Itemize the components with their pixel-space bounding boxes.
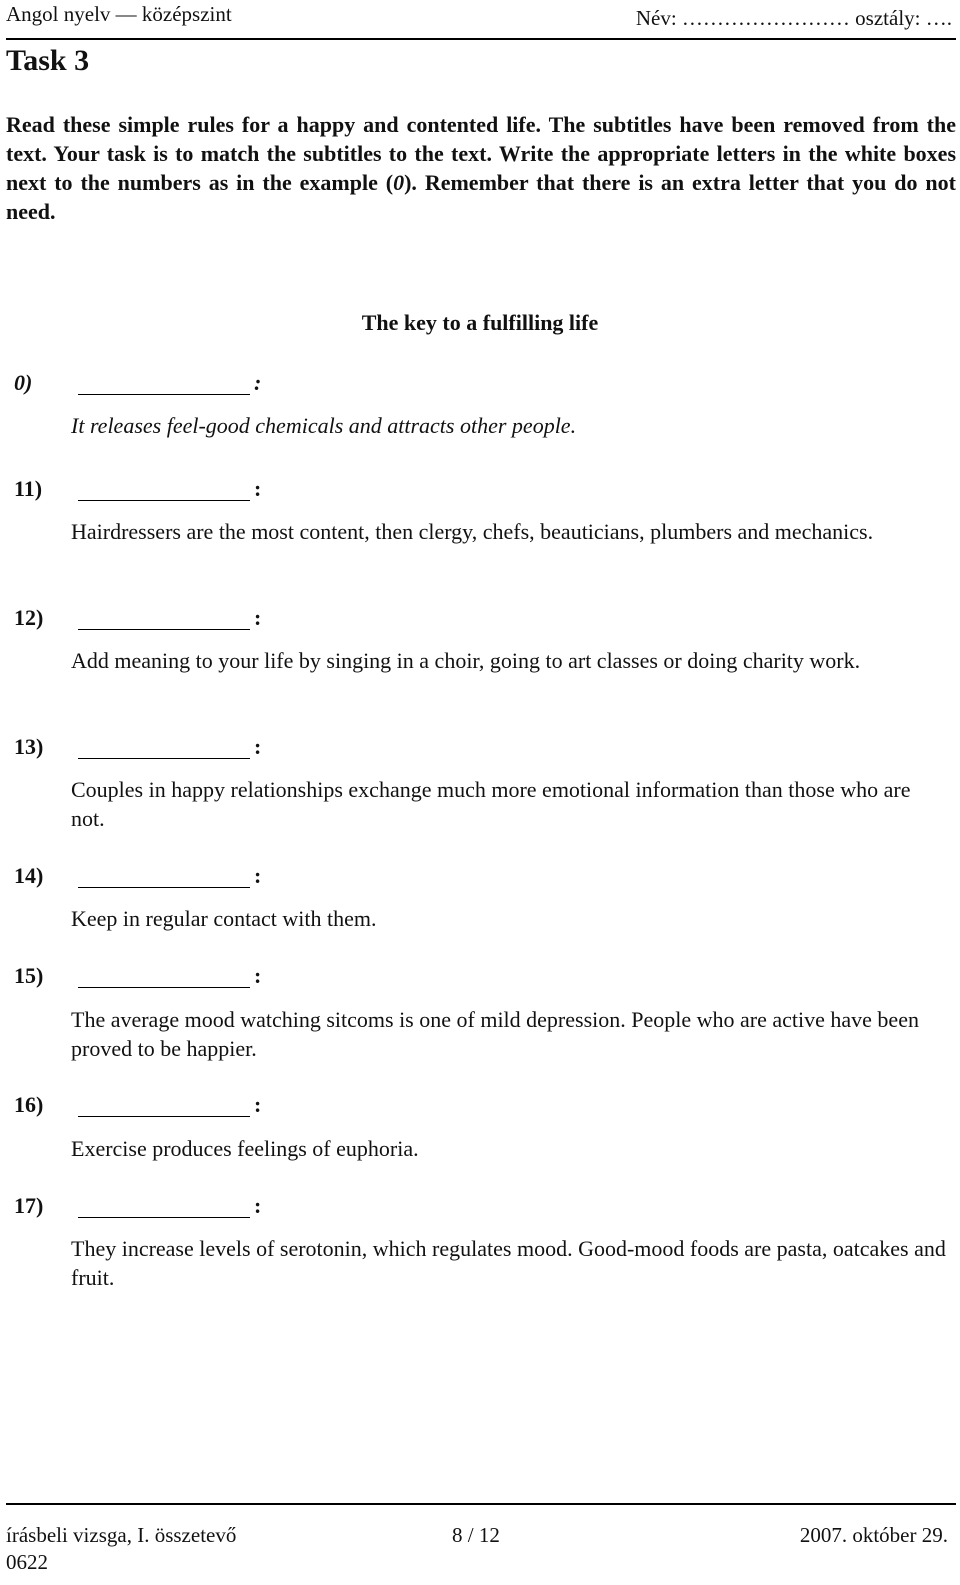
item-number: 16) [14, 1092, 44, 1117]
item-number: 15) [14, 963, 44, 988]
instructions-example-number: 0 [393, 170, 405, 195]
name-class-field: Név: …………………… osztály: …. [635, 6, 952, 30]
answer-blank[interactable] [78, 1116, 250, 1117]
item-colon: : [254, 370, 262, 395]
item-colon: : [254, 605, 262, 630]
task-title: Task 3 [6, 44, 90, 77]
answer-blank[interactable] [78, 500, 250, 501]
item-colon: : [254, 1193, 262, 1218]
subject-label: Angol nyelv — középszint [6, 2, 232, 26]
item-text-11: Hairdressers are the most content, then clergy, chefs, beauticians, plumbers and mechanics. [71, 519, 874, 544]
answer-blank[interactable] [78, 629, 250, 630]
page-header [6, 0, 956, 40]
item-number: 17) [14, 1193, 44, 1218]
item-colon: : [254, 476, 262, 501]
item-text-16: Exercise produces feelings of euphoria. [71, 1136, 419, 1161]
answer-blank[interactable] [78, 1217, 250, 1218]
exam-label: írásbeli vizsga, I. összetevő [6, 1523, 237, 1547]
page-footer [6, 1503, 956, 1574]
answer-blank [78, 394, 250, 395]
instructions-text-end: ). Remember that there is an extra letter that you do not need. [6, 170, 956, 224]
item-number: 12) [14, 605, 44, 630]
item-number: 11) [14, 476, 43, 501]
item-text-14: Keep in regular contact with them. [71, 906, 377, 931]
item-colon: : [254, 1092, 262, 1117]
answer-blank[interactable] [78, 887, 250, 888]
exam-date: 2007. október 29. [799, 1523, 948, 1547]
item-colon: : [254, 734, 262, 759]
item-colon: : [254, 863, 262, 888]
text-title: The key to a fulfilling life [361, 310, 599, 335]
instructions-text: Read these simple rules for a happy and contented life. The subtitles have been removed from the text. Your task is to match the subtitles to the text. Write the appropriate letters in the white boxes next to the numbers as in the example ( [6, 112, 956, 195]
item-number: 14) [14, 863, 44, 888]
item-text-12: Add meaning to your life by singing in a choir, going to art classes or doing charity work. [71, 648, 861, 673]
item-number: 13) [14, 734, 44, 759]
item-text-13: Couples in happy relationships exchange much more emotional information than those who are not. [71, 777, 911, 831]
page-number: 8 / 12 [452, 1523, 500, 1547]
answer-blank[interactable] [78, 758, 250, 759]
task-instructions [6, 110, 956, 226]
item-text-15: The average mood watching sitcoms is one of mild depression. People who are active have been proved to be happier. [71, 1007, 919, 1061]
item-text-17: They increase levels of serotonin, which regulates mood. Good-mood foods are pasta, oatcakes and fruit. [71, 1236, 946, 1290]
item-number: 0) [14, 370, 33, 395]
exam-code: 0622 [6, 1550, 48, 1574]
example-item-text: It releases feel-good chemicals and attracts other people. [71, 413, 577, 438]
answer-blank[interactable] [78, 987, 250, 988]
item-colon: : [254, 963, 262, 988]
